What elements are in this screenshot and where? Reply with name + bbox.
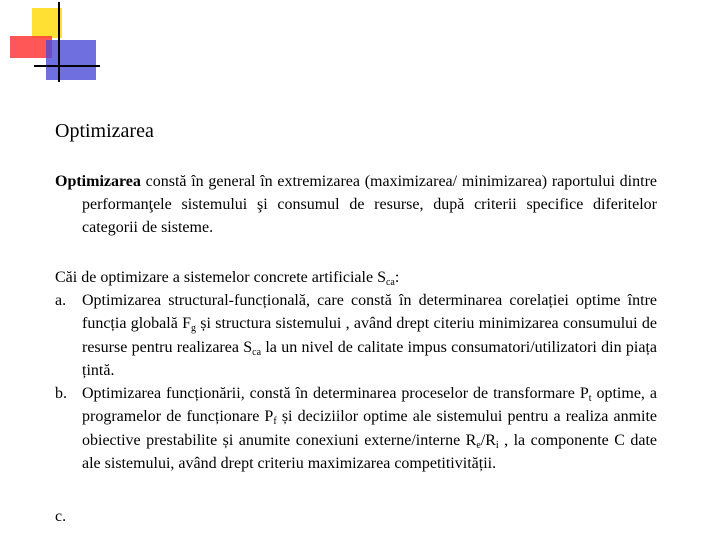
list-item-c-marker: c. <box>55 508 67 525</box>
intro-text: constă în general în extremizarea (maximizarea/ minimizarea) raportului dintre performanţele sistemului şi consumul de resurse, după criterii specifice diferitelor categorii de sisteme. <box>82 173 657 236</box>
list-item <box>55 382 657 475</box>
item-b-part1: Optimizarea funcționării, constă în determinarea proceselor de transformare P <box>82 385 589 403</box>
ways-heading-text: Căi de optimizare a sistemelor concrete artificiale S <box>55 269 386 286</box>
corner-logo <box>0 0 110 90</box>
item-b-sub1: t <box>588 393 592 405</box>
item-b-part5: , la componente C date ale sistemului, având drept criteriu maximizarea competitivității. <box>82 431 658 473</box>
list-item <box>55 289 657 382</box>
item-a-part2: și structura sistemului , având drept citeriu minimizarea consumului de resurse pentru realizarea S <box>82 315 657 356</box>
list-marker: b. <box>55 385 67 403</box>
item-a-part1: Optimizarea structural-funcțională, care constă în determinarea corelației optime între funcția globală F <box>82 292 657 333</box>
item-b-sub4: i <box>495 439 499 451</box>
ways-heading-suffix: : <box>394 269 400 286</box>
item-b-sub2: f <box>273 416 277 428</box>
list-marker: a. <box>55 292 67 309</box>
item-b-part3: și deciziilor optime ale sistemului pentru a realiza anmite obiective prestabilite și anumite conexiuni externe/interne R <box>82 408 658 449</box>
item-a-sub2: ca <box>252 346 262 358</box>
item-b-part4: /R <box>480 431 496 449</box>
intro-text-block <box>55 170 657 239</box>
item-b-sub3: e <box>476 439 481 451</box>
item-a-sub1: g <box>191 323 196 335</box>
ways-heading-sub: ca <box>385 277 395 288</box>
item-b-part2: optime, a programelor de funcționare P <box>82 385 657 426</box>
logo-blue-square <box>46 40 96 80</box>
logo-horizontal-line <box>34 65 100 67</box>
logo-vertical-line <box>58 2 60 82</box>
item-a-part3: la un nivel de calitate impus consumatori/utilizatori din piața țintă. <box>82 338 657 379</box>
intro-paragraph <box>55 170 657 239</box>
intro-bold-term: Optimizarea <box>55 173 141 190</box>
optimization-ways-list <box>55 289 657 475</box>
ways-heading <box>55 266 657 289</box>
slide-title: Optimizarea <box>55 120 154 142</box>
